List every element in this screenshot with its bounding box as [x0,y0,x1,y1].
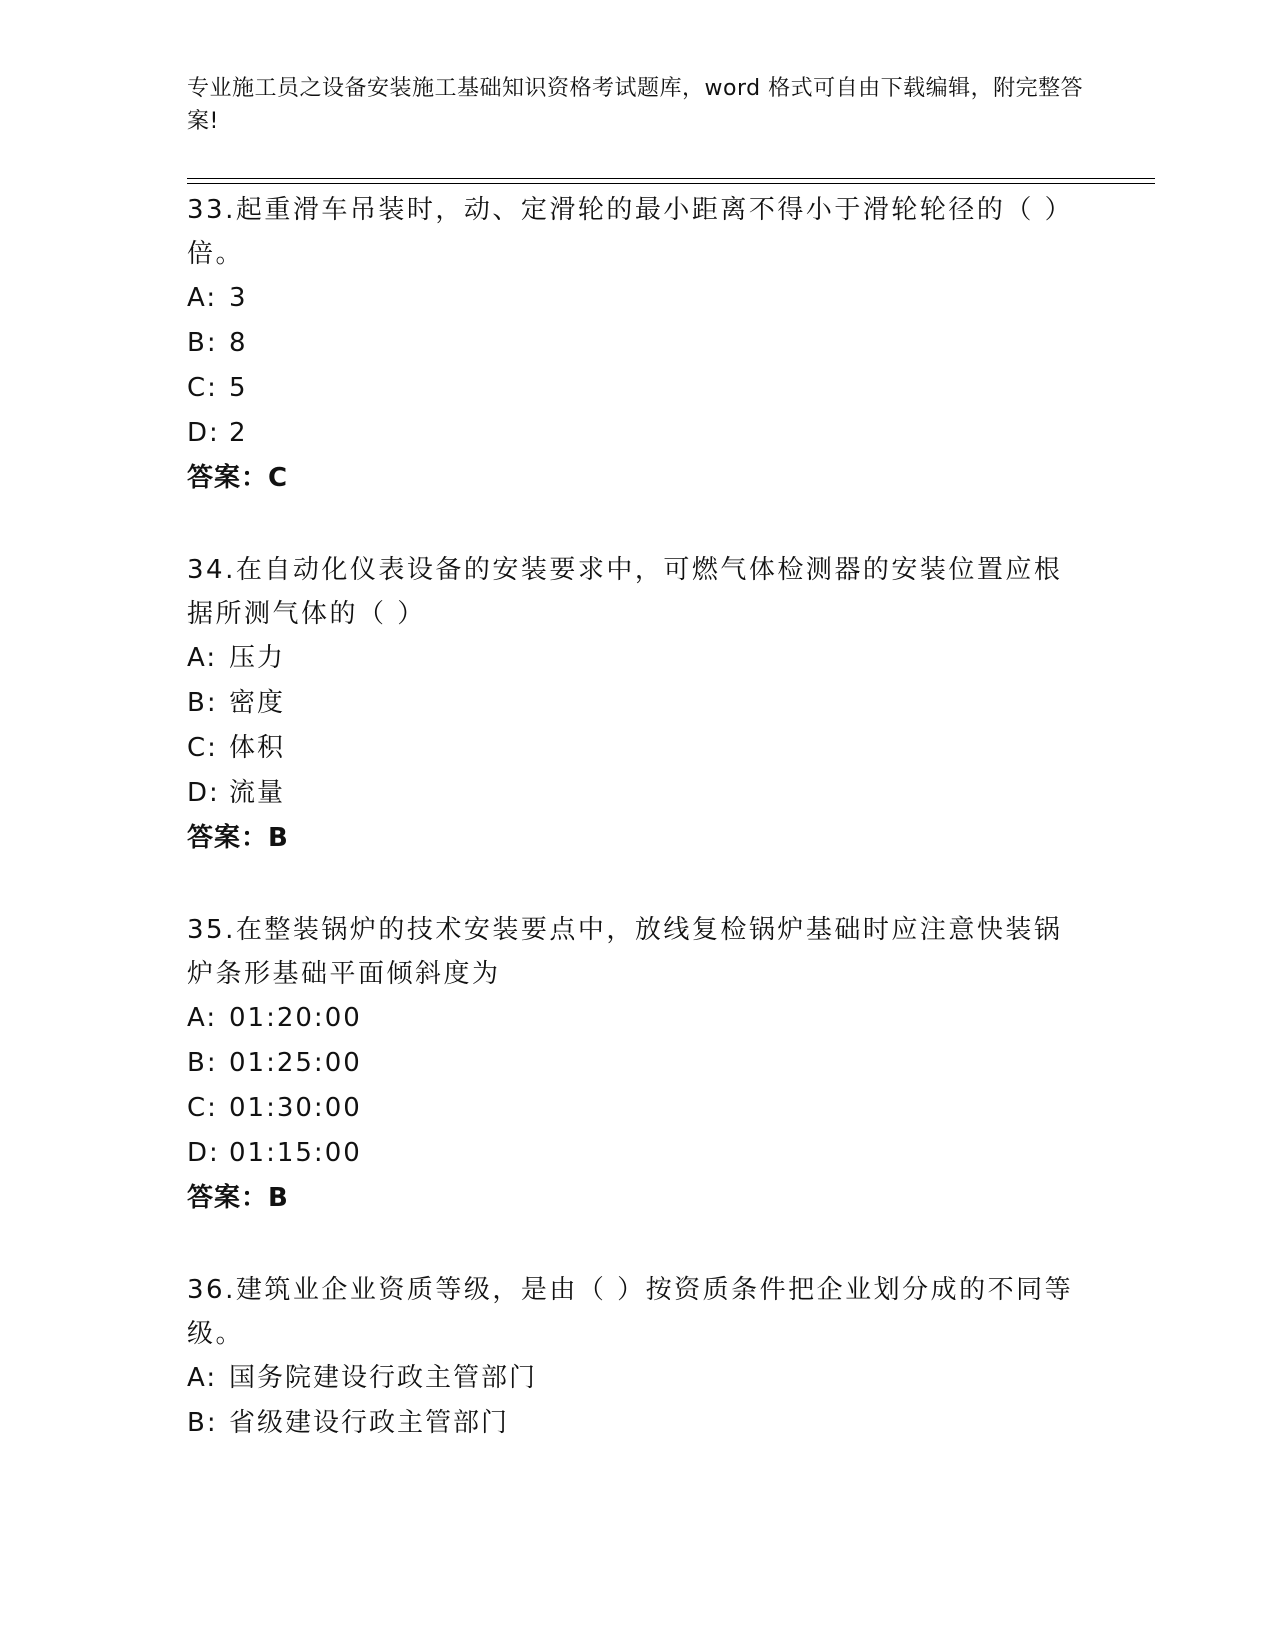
option-text: 压力 [229,643,286,673]
document-header: 专业施工员之设备安装施工基础知识资格考试题库，word 格式可自由下载编辑，附完整答案! [187,76,1084,134]
option-c [187,1086,1087,1131]
question-35 [187,908,1087,1221]
option-a [187,1356,1087,1401]
option-letter: B: [187,1048,218,1078]
option-letter: C: [187,733,218,763]
option-letter: A: [187,1363,218,1393]
option-text: 5 [229,373,248,403]
option-letter: B: [187,328,218,358]
option-text: 省级建设行政主管部门 [229,1408,510,1438]
option-letter: B: [187,1408,218,1438]
question-stem: 35.在整装锅炉的技术安装要点中，放线复检锅炉基础时应注意快装锅炉条形基础平面倾斜度为 [187,915,1063,989]
option-b [187,1041,1087,1086]
option-letter: A: [187,283,218,313]
question-stem: 33.起重滑车吊装时，动、定滑轮的最小距离不得小于滑轮轮径的（ ）倍。 [187,195,1074,269]
option-d [187,771,1087,816]
option-text: 01:15:00 [229,1138,362,1168]
option-text: 3 [229,283,248,313]
option-c [187,726,1087,771]
question-36 [187,1268,1087,1446]
option-letter: C: [187,1093,218,1123]
question-stem: 36.建筑业企业资质等级，是由（ ）按资质条件把企业划分成的不同等级。 [187,1275,1074,1349]
option-letter: C: [187,373,218,403]
answer: 答案：B [187,823,289,853]
option-letter: A: [187,643,218,673]
option-letter: D: [187,1138,220,1168]
answer: 答案：C [187,463,289,493]
option-text: 流量 [229,778,286,808]
option-d [187,1131,1087,1176]
option-a [187,276,1087,321]
option-text: 体积 [229,733,286,763]
header-divider-top [187,178,1155,179]
option-letter: D: [187,418,220,448]
option-b [187,1401,1087,1446]
option-text: 01:20:00 [229,1003,362,1033]
option-letter: B: [187,688,218,718]
option-text: 8 [229,328,248,358]
answer: 答案：B [187,1183,289,1213]
option-a [187,996,1087,1041]
option-text: 01:30:00 [229,1093,362,1123]
option-letter: A: [187,1003,218,1033]
option-d [187,411,1087,456]
option-text: 密度 [229,688,286,718]
option-a [187,636,1087,681]
option-b [187,681,1087,726]
option-c [187,366,1087,411]
option-text: 2 [229,418,248,448]
question-33 [187,188,1087,501]
question-stem: 34.在自动化仪表设备的安装要求中，可燃气体检测器的安装位置应根据所测气体的（ ） [187,555,1063,629]
option-letter: D: [187,778,220,808]
option-text: 01:25:00 [229,1048,362,1078]
option-b [187,321,1087,366]
question-34 [187,548,1087,861]
option-text: 国务院建设行政主管部门 [229,1363,538,1393]
header-divider-bottom [187,183,1155,184]
